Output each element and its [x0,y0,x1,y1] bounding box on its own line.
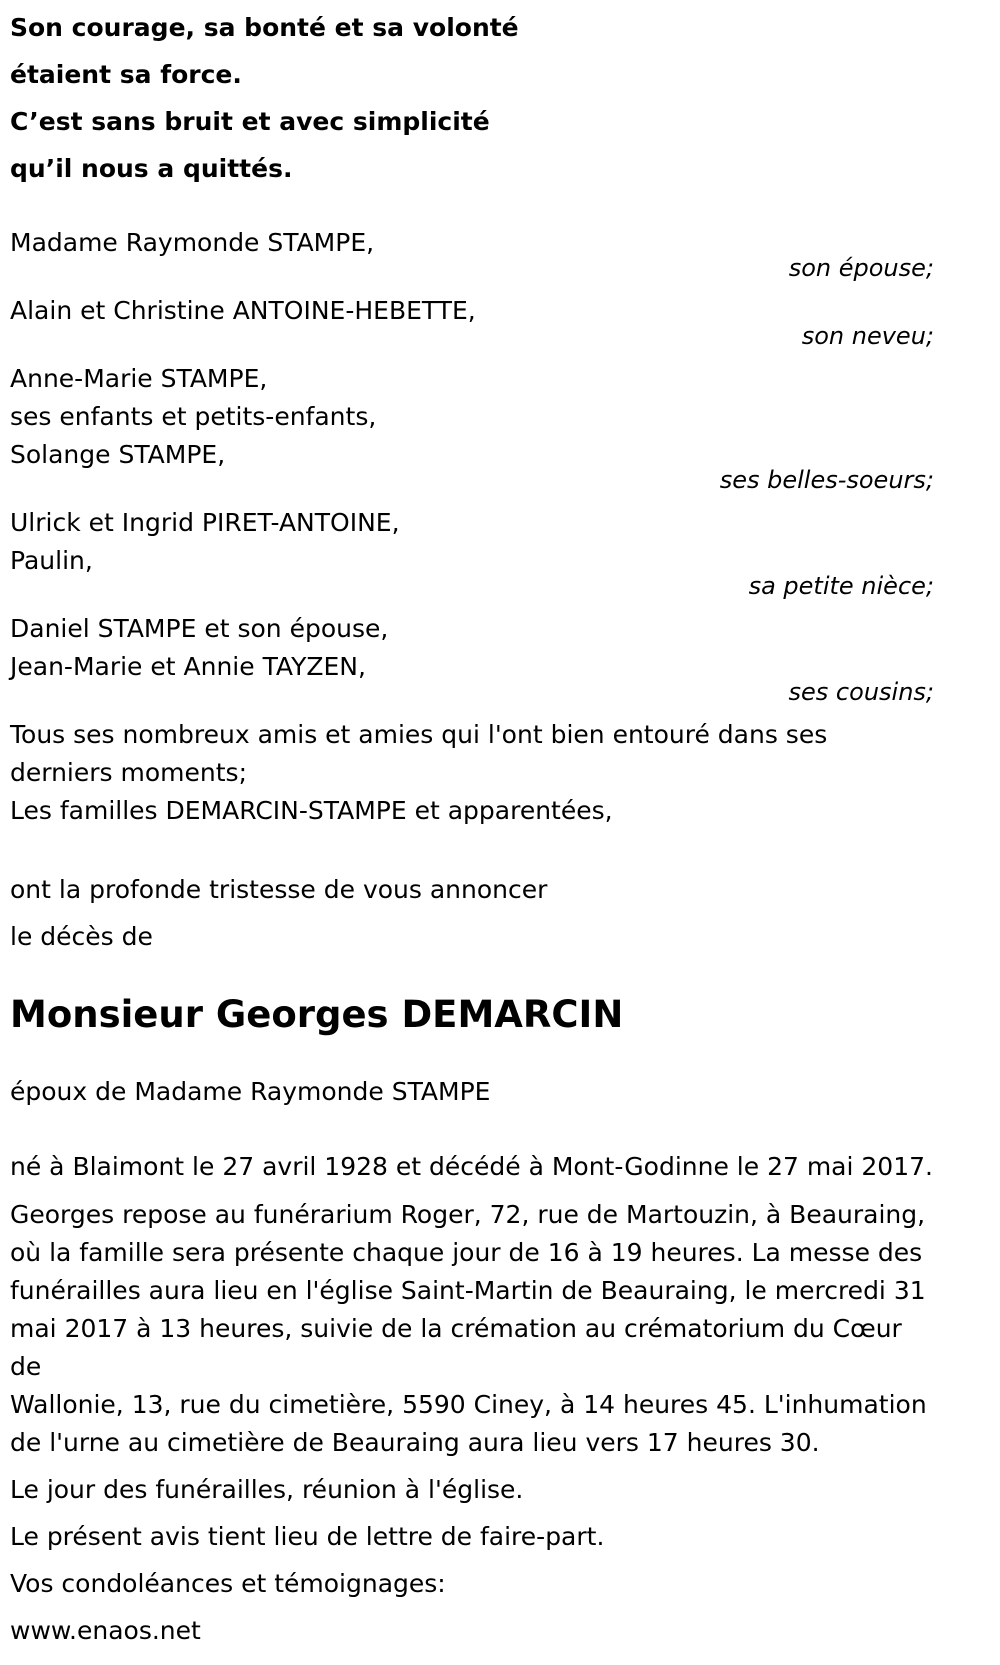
family-role: son neveu; [801,322,934,350]
epigraph-line: C’est sans bruit et avec simplicité [10,107,490,136]
family-member: Alain et Christine ANTOINE-HEBETTE, [10,296,476,325]
deceased-name: Monsieur Georges DEMARCIN [10,993,624,1036]
family-member: ses enfants et petits-enfants, [10,402,377,431]
epigraph-line: qu’il nous a quittés. [10,154,293,183]
family-role: son épouse; [788,254,934,282]
family-group-sisters-in-law [10,360,934,494]
family-group-spouse [10,224,934,282]
epigraph-line: Son courage, sa bonté et sa volonté [10,13,519,42]
family-role: sa petite nièce; [748,572,934,600]
announcement-line: le décès de [10,922,153,951]
friends-and-families [10,716,934,830]
family-member: Jean-Marie et Annie TAYZEN, [10,652,366,681]
family-member: Solange STAMPE, [10,440,226,469]
family-member: Daniel STAMPE et son épouse, [10,614,389,643]
funeral-details [10,1196,934,1462]
family-member: Paulin, [10,546,93,575]
funeral-details-line: de l'urne au cimetière de Beauraing aura lieu vers 17 heures 30. [10,1428,820,1457]
family-list [10,224,934,706]
friends-line: derniers moments; [10,758,247,787]
funeral-details-line: Georges repose au funérarium Roger, 72, rue de Martouzin, à Beauraing, [10,1200,926,1229]
notice-line: Le présent avis tient lieu de lettre de faire-part. [10,1522,605,1551]
obituary-notice [10,0,934,1650]
families-line: Les familles DEMARCIN-STAMPE et apparentées, [10,796,613,825]
funeral-details-line: mai 2017 à 13 heures, suivie de la crémation au crématorium du Cœur de [10,1314,902,1381]
birth-death-line: né à Blaimont le 27 avril 1928 et décédé à Mont-Godinne le 27 mai 2017. [10,1152,933,1181]
family-role: ses belles-soeurs; [719,466,934,494]
family-member: Ulrick et Ingrid PIRET-ANTOINE, [10,508,400,537]
family-member: Madame Raymonde STAMPE, [10,228,375,257]
family-role: ses cousins; [788,678,934,706]
funeral-details-line: funérailles aura lieu en l'église Saint-Martin de Beauraing, le mercredi 31 [10,1276,926,1305]
condolences-label: Vos condoléances et témoignages: [10,1569,446,1598]
announcement-line: ont la profonde tristesse de vous annoncer [10,875,548,904]
family-group-nephew [10,292,934,350]
announcement [10,866,934,960]
family-group-grandniece [10,504,934,600]
meeting-line: Le jour des funérailles, réunion à l'église. [10,1475,524,1504]
epigraph-line: étaient sa force. [10,60,242,89]
family-member: Anne-Marie STAMPE, [10,364,268,393]
funeral-details-line: Wallonie, 13, rue du cimetière, 5590 Ciney, à 14 heures 45. L'inhumation [10,1390,927,1419]
website-link[interactable]: www.enaos.net [10,1616,201,1645]
epigraph [10,4,934,192]
friends-line: Tous ses nombreux amis et amies qui l'ont bien entouré dans ses [10,720,828,749]
family-group-cousins [10,610,934,706]
funeral-details-line: où la famille sera présente chaque jour de 16 à 19 heures. La messe des [10,1238,923,1267]
spouse-line: époux de Madame Raymonde STAMPE [10,1077,491,1106]
